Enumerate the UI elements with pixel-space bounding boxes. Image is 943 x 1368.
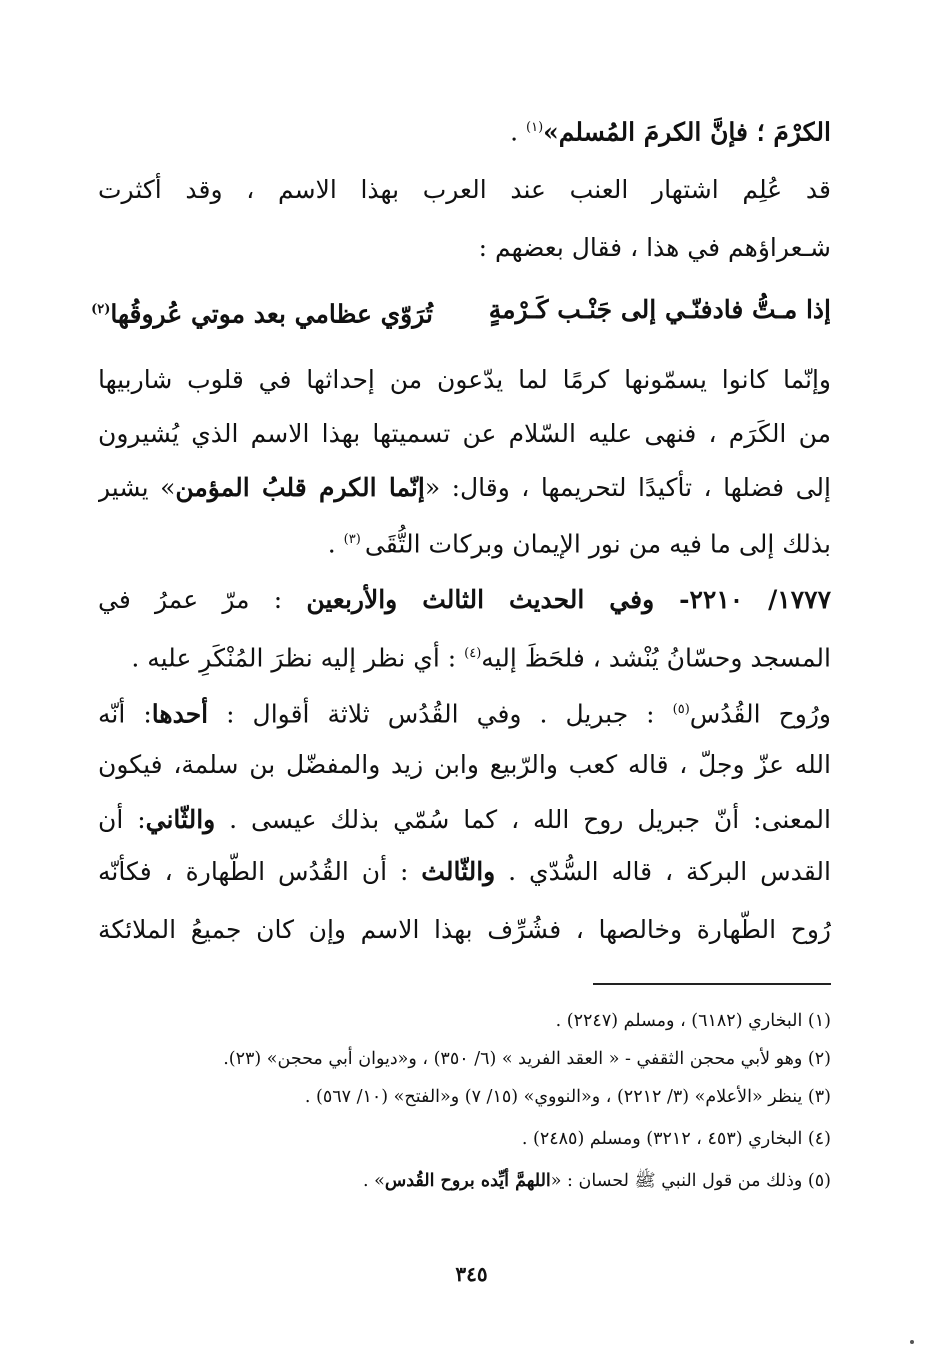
text-line-13 [98, 800, 831, 840]
footnote-ref-3: (٣) [343, 532, 365, 547]
footnote-ref-4: (٤) [464, 646, 482, 661]
text-span: المسجد وحسّانُ يُنْشد ، فلحَظَ إليه [481, 643, 831, 673]
scan-speck [910, 1340, 914, 1344]
text-span: : أي نظر إليه نظرَ المُنْكَرِ عليه . [131, 643, 465, 673]
text-line-10 [98, 634, 831, 678]
text-line-11 [98, 690, 831, 734]
footnote-quote: اللهمَّ أيِّده بروح القُدس [384, 1171, 551, 1191]
footnote-separator [593, 983, 831, 985]
footnote-4: (٤) البخاري (٤٥٣ ، ٣٢١٢) ومسلم (٢٤٨٥) . [521, 1129, 831, 1149]
text-span: (٥) وذلك من قول النبي ﷺ لحسان : « [550, 1171, 831, 1191]
text-span: بذلك إلى ما فيه من نور الإيمان وبركات التُّقَى [364, 529, 831, 559]
text-line-14 [98, 852, 831, 892]
text-span: : أن القُدُس الطّهارة ، فكأنّه [98, 857, 422, 886]
hadith-quote: إنّما الكرم قلبُ المؤمن [175, 473, 425, 502]
term-first: أحدها [151, 699, 209, 729]
text-span: القدس البركة ، قاله السُّدّي . [495, 857, 831, 886]
verse-hemistich-1: إذا مـتُّ فادفنّـي إلى جَنْـب كَـرْمةٍ [488, 295, 831, 324]
text-span: : أن [98, 805, 146, 834]
hadith-quote: الكرْمَ ؛ فإنَّ الكرمَ المُسلم» [543, 117, 831, 147]
footnote-ref-1: (١) [526, 120, 544, 135]
text-line-1 [98, 108, 831, 152]
text-line-7 [98, 468, 831, 508]
text-span: . [510, 117, 527, 147]
text-span: إلى فضلها ، تأكيدًا لتحريمها ، وقال: « [424, 473, 831, 502]
page-number: ٣٤٥ [455, 1262, 488, 1286]
text-span: » . [363, 1171, 385, 1191]
text-line-8 [98, 520, 831, 564]
footnote-3: (٣) ينظر «الأعلام» (٣/ ٢٢١٢) ، و«النووي» (١٥/ ٧) و«الفتح» (١٠/ ٥٦٧) . [304, 1087, 831, 1107]
text-line-15: رُوح الطّهارة وخالصها ، فشُرِّف بهذا الاسم وإن كان جميعُ الملائكة [98, 915, 831, 944]
footnote-5 [90, 1168, 831, 1194]
text-span: : مرّ عمرُ في [98, 585, 307, 614]
text-line-9 [98, 580, 831, 620]
text-line-5: وإنّما كانوا يسمّونها كرمًا لما يدّعون من إحداثها في قلوب شاربيها [98, 365, 831, 394]
footnote-2: (٢) وهو لأبي محجن الثقفي - « العقد الفريد » (٦/ ٣٥٠) ، و«ديوان أبي محجن» (٢٣). [223, 1049, 831, 1069]
verse-hemistich-2 [91, 290, 433, 334]
text-span: : أنّه [98, 699, 152, 729]
text-span: المعنى: أنّ جبريل روح الله ، كما سُمّي بذلك عيسى . [215, 805, 831, 834]
term-third: والثّالث [421, 857, 496, 886]
text-line-3: شـعراؤهم في هذا ، فقال بعضهم : [478, 233, 831, 262]
footnote-ref-2: (٢) [91, 302, 111, 317]
term-second: والثّاني [145, 805, 216, 834]
footnote-ref-5: (٥) [672, 702, 690, 717]
text-line-12: الله عزّ وجلّ ، قاله كعب والرّبيع وابن زيد والمفضّل بن سلمة، فيكون [98, 750, 831, 779]
text-line-6: من الكَرَم ، فنهى عليه السّلام عن تسميتها بهذا الاسم الذي يُشيرون [98, 419, 831, 448]
text-span: : جبريل . وفي القُدُس ثلاثة أقوال : [208, 699, 673, 729]
text-span: ورُوح القُدُس [689, 699, 831, 729]
section-heading: ١٧٧٧/ ٢٢١٠- وفي الحديث الثالث والأربعين [306, 585, 831, 614]
footnote-1: (١) البخاري (٦١٨٢) ، ومسلم (٢٢٤٧) . [555, 1011, 831, 1031]
text-line-2: قد عُلِم اشتهار العنب عند العرب بهذا الاسم ، وقد أكثرت [98, 175, 831, 204]
text-span: » يشير [98, 473, 176, 502]
verse-text-2: تُرَوّي عظامي بعد موتي عُروقُها [110, 299, 433, 329]
text-span: . [327, 529, 344, 559]
